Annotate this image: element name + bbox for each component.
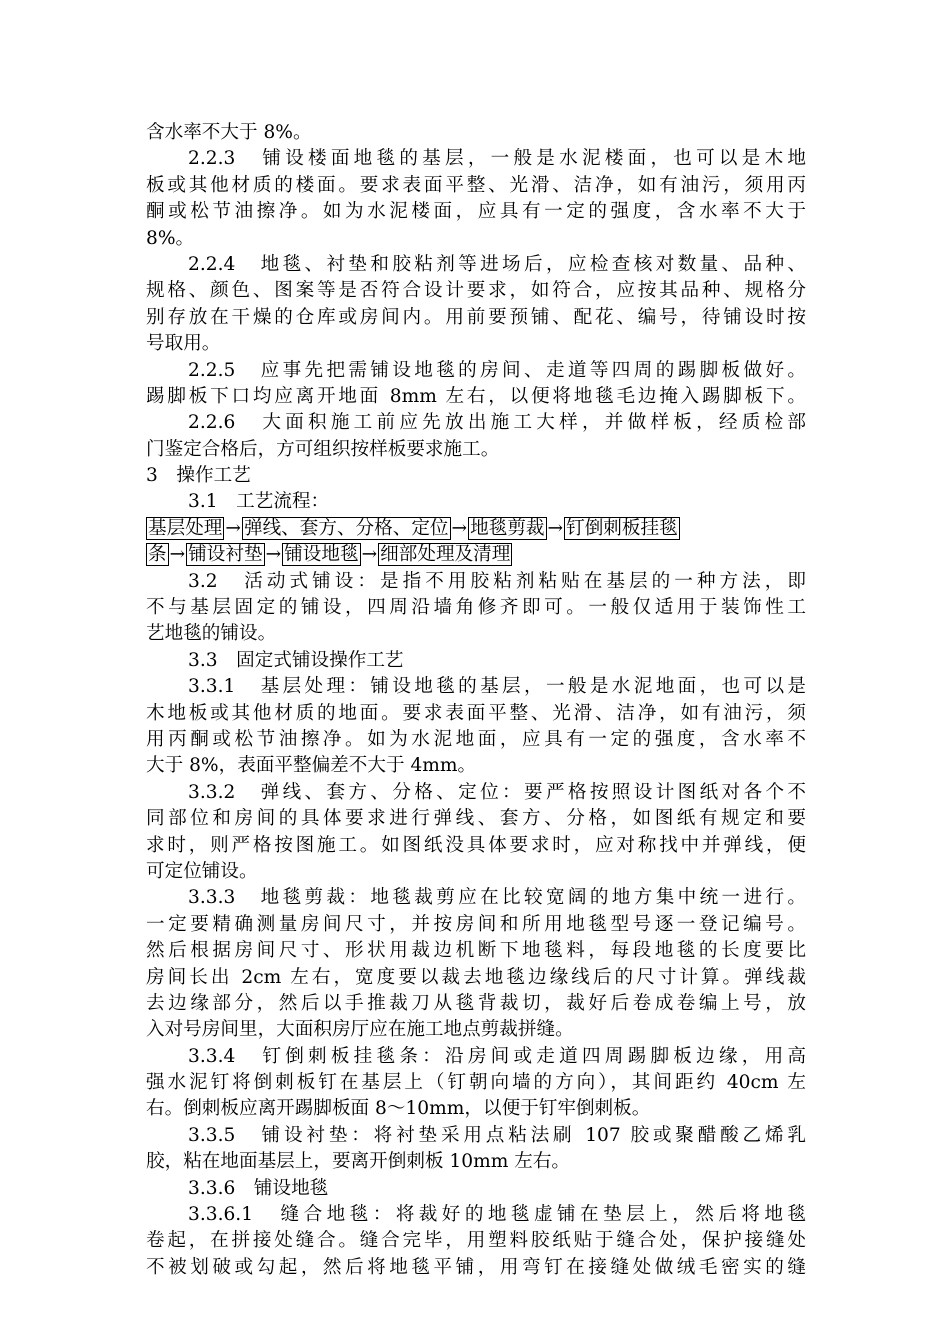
text-line: 强水泥钉将倒刺板钉在基层上（钉朝向墙的方向），其间距约 40cm 左 — [146, 1072, 806, 1094]
paragraph-3-3-1: 3.3.1 基层处理：铺设地毯的基层，一般是水泥地面，也可以是 — [188, 676, 806, 698]
subsection-heading-3-3-6: 3.3.6 铺设地毯 — [188, 1177, 329, 1199]
flow-arrow-icon: → — [265, 544, 282, 566]
text-line: 艺地毯的铺设。 — [146, 623, 277, 645]
text-line: 号取用。 — [146, 333, 221, 355]
flow-line-1 — [146, 516, 806, 542]
text-line: 大于 8%，表面平整偏差不大于 4mm。 — [146, 755, 477, 777]
text-line: 规格、颜色、图案等是否符合设计要求，如符合，应按其品种、规格分 — [146, 280, 806, 302]
flow-step-layout: 弹线、套方、分格、定位 — [243, 517, 449, 539]
paragraph-2-2-5: 2.2.5 应事先把需铺设地毯的房间、走道等四周的踢脚板做好。 — [188, 359, 806, 381]
flow-arrow-icon: → — [225, 517, 241, 539]
text-line: 去边缘部分，然后以手推裁刀从毯背裁切，裁好后卷成卷编上号，放 — [146, 992, 806, 1014]
paragraph-2-2-4: 2.2.4 地毯、衬垫和胶粘剂等进场后，应检查核对数量、品种、 — [188, 253, 806, 275]
text-line: 然后根据房间尺寸、形状用裁边机断下地毯料，每段地毯的长度要比 — [146, 940, 806, 962]
paragraph-3-3-6-1: 3.3.6.1 缝合地毯：将裁好的地毯虚铺在垫层上，然后将地毯 — [188, 1204, 806, 1226]
text-line: 求时，则严格按图施工。如图纸没具体要求时，应对称找中并弹线，便 — [146, 834, 806, 856]
paragraph-3-3-2: 3.3.2 弹线、套方、分格、定位：要严格按照设计图纸对各个不 — [188, 781, 806, 803]
text-line: 酮或松节油擦净。如为水泥楼面，应具有一定的强度，含水率不大于 — [146, 201, 806, 223]
text-line: 一定要精确测量房间尺寸，并按房间和所用地毯型号逐一登记编号。 — [146, 913, 806, 935]
subsection-heading-3-3: 3.3 固定式铺设操作工艺 — [188, 649, 404, 671]
flow-arrow-icon: → — [547, 517, 564, 539]
flow-step-underlay: 铺设衬垫 — [188, 544, 263, 566]
text-line: 不被划破或勾起，然后将地毯平铺，用弯钉在接缝处做绒毛密实的缝 — [146, 1256, 806, 1278]
text-line: 踢脚板下口均应离开地面 8mm 左右，以便将地毯毛边掩入踢脚板下。 — [146, 385, 806, 407]
flow-arrow-icon: → — [169, 544, 186, 566]
flow-arrow-icon: → — [451, 517, 468, 539]
text-line: 不与基层固定的铺设，四周沿墙角修齐即可。一般仅适用于装饰性工 — [146, 597, 806, 619]
paragraph-2-2-6: 2.2.6 大面积施工前应先放出施工大样，并做样板，经质检部 — [188, 412, 806, 434]
paragraph-3-2: 3.2 活动式铺设：是指不用胶粘剂粘贴在基层的一种方法，即 — [188, 570, 806, 592]
text-line: 入对号房间里，大面积房厅应在施工地点剪裁拼缝。 — [146, 1019, 574, 1041]
flow-step-cutting: 地毯剪裁 — [470, 517, 545, 539]
text-line: 房间长出 2cm 左右，宽度要以裁去地毯边缘线后的尺寸计算。弹线裁 — [146, 966, 806, 988]
document-page — [146, 120, 806, 1281]
text-line: 板或其他材质的楼面。要求表面平整、光滑、洁净，如有油污，须用丙 — [146, 174, 806, 196]
text-line: 可定位铺设。 — [146, 860, 258, 882]
flow-step-laying: 铺设地毯 — [284, 544, 359, 566]
text-line: 右。倒刺板应离开踢脚板面 8～10mm，以便于钉牢倒刺板。 — [146, 1098, 651, 1120]
paragraph-3-3-5: 3.3.5 铺设衬垫：将衬垫采用点粘法刷 107 胶或聚醋酸乙烯乳 — [188, 1124, 806, 1146]
paragraph-3-3-4: 3.3.4 钉倒刺板挂毯条：沿房间或走道四周踢脚板边缘，用高 — [188, 1045, 806, 1067]
paragraph-2-2-3: 2.2.3 铺设楼面地毯的基层，一般是水泥楼面，也可以是木地 — [188, 148, 806, 170]
section-heading-3: 3 操作工艺 — [146, 465, 251, 487]
text-line: 门鉴定合格后，方可组织按样板要求施工。 — [146, 438, 500, 460]
text-line: 胶，粘在地面基层上，要离开倒刺板 10mm 左右。 — [146, 1151, 571, 1173]
flow-step-tack-strip-cont: 条 — [148, 544, 167, 566]
subsection-heading-3-1: 3.1 工艺流程： — [188, 491, 330, 513]
text-line: 含水率不大于 8%。 — [146, 122, 312, 143]
flow-arrow-icon: → — [361, 544, 378, 566]
text-line: 8%。 — [146, 227, 195, 249]
text-line: 用丙酮或松节油擦净。如为水泥地面，应具有一定的强度，含水率不 — [146, 728, 806, 750]
flow-line-2 — [146, 542, 806, 568]
flow-step-tack-strip: 钉倒刺板挂毯 — [566, 517, 678, 539]
flow-step-cleanup: 细部处理及清理 — [380, 544, 511, 566]
flow-step-base-treatment: 基层处理 — [148, 517, 223, 539]
text-line: 同部位和房间的具体要求进行弹线、套方、分格，如图纸有规定和要 — [146, 808, 806, 830]
text-line: 木地板或其他材质的地面。要求表面平整、光滑、洁净，如有油污，须 — [146, 702, 806, 724]
paragraph-3-3-3: 3.3.3 地毯剪裁：地毯裁剪应在比较宽阔的地方集中统一进行。 — [188, 887, 806, 909]
text-line: 卷起，在拼接处缝合。缝合完毕，用塑料胶纸贴于缝合处，保护接缝处 — [146, 1230, 806, 1252]
text-line: 别存放在干燥的仓库或房间内。用前要预铺、配花、编号，待铺设时按 — [146, 306, 806, 328]
